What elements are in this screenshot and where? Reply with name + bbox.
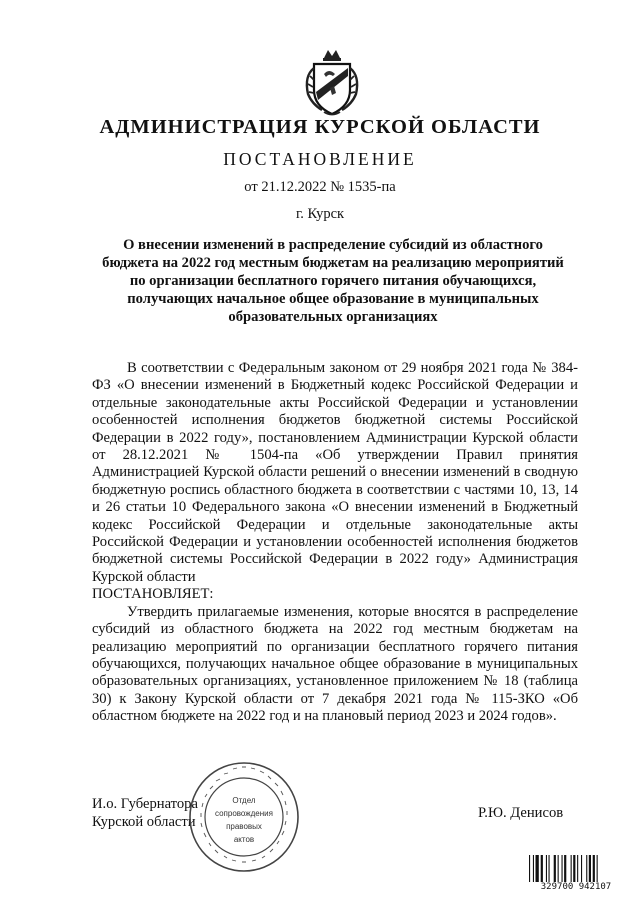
barcode-number: 329700 942107 xyxy=(529,882,623,892)
document-subject: О внесении изменений в распределение субсидий из областного бюджета на 2022 год местным бюджетам на реализацию мероприятий по организации бесплатного горячего питания обучающихся, получающих начальное общее образование в муниципальных образовательных организациях xyxy=(102,237,564,325)
body-paragraph-2: Утвердить прилагаемые изменения, которые вносятся в распределение субсидий из областного бюджета на 2022 год местным бюджетам на реализацию мероприятий по организации бесплатного горячего питания обучающихся, получающих начальное общее образование в муниципальных образовательных организациях, установленное приложением № 18 (таблица 30) к Закону Курской области от 7 декабря 2021 года № 115-ЗКО «Об областном бюджете на 2022 год и на плановый период 2023 и 2024 годов». xyxy=(92,603,578,725)
organization-title: АДМИНИСТРАЦИЯ КУРСКОЙ ОБЛАСТИ xyxy=(99,116,541,138)
stamp-line-3: правовых xyxy=(226,822,262,831)
body-paragraph-1: В соответствии с Федеральным законом от 29 ноября 2021 года № 384-ФЗ «О внесении изменений в Бюджетный кодекс Российской Федерации и отдельные законодательные акты Российской Федерации и установлении особенностей исполнения бюджетов бюджетной системы Российской Федерации в 2022 году», постановлением Администрации Курской области от 28.12.2021 № 1504-па «Об утверждении Правил принятия Администрацией Курской области решений о внесении изменений в сводную бюджетную роспись областного бюджета в соответствии с частями 10, 13, 14 и 26 статьи 10 Федерального закона «О внесении изменений в Бюджетный кодекс Российской Федерации и отдельные законодательные акты Российской Федерации и установлении особенностей исполнения бюджетов бюджетной системы Российской Федерации в 2022 году» Администрация Курской области xyxy=(92,360,578,585)
document-type: ПОСТАНОВЛЕНИЕ xyxy=(223,149,417,169)
stamp-line-2: сопровождения xyxy=(215,809,273,818)
coat-of-arms-icon xyxy=(302,46,362,118)
stamp-line-4: актов xyxy=(233,835,255,844)
signatory-name: Р.Ю. Денисов xyxy=(478,805,564,821)
document-number: от 21.12.2022 № 1535-па xyxy=(244,179,396,195)
resolves-heading: ПОСТАНОВЛЯЕТ: xyxy=(92,586,214,603)
document-body xyxy=(92,360,578,726)
seal-stamp xyxy=(186,759,302,875)
signatory-position-line1: И.о. Губернатора xyxy=(92,796,198,812)
signatory-position xyxy=(92,795,198,831)
signatory-position-line2: Курской области xyxy=(92,814,196,830)
stamp-line-1: Отдел xyxy=(232,796,256,805)
document-city: г. Курск xyxy=(295,206,345,222)
